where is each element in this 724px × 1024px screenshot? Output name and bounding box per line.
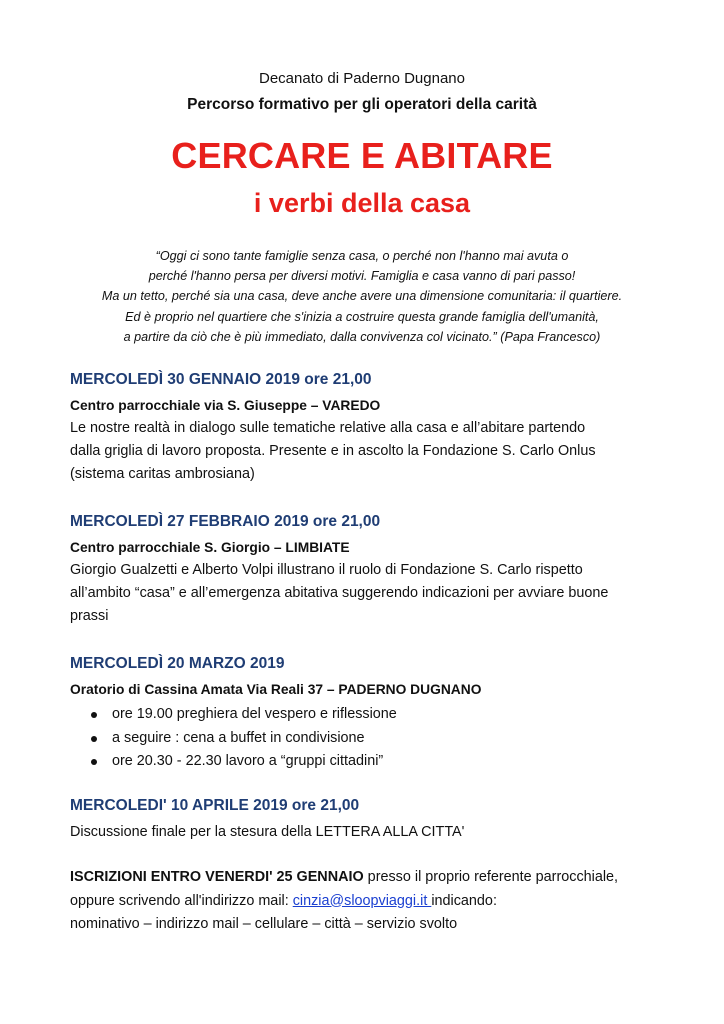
event-location: Centro parrocchiale via S. Giuseppe – VAREDO xyxy=(70,398,381,413)
registration-text: indicando: xyxy=(431,892,497,909)
event-section xyxy=(70,653,670,774)
bullet-icon xyxy=(91,712,97,718)
event-location: Centro parrocchiale S. Giorgio – LIMBIATE xyxy=(70,540,350,555)
event-description xyxy=(70,821,670,844)
schedule-item-text: ore 19.00 preghiera del vespero e riflessione xyxy=(112,706,397,722)
main-title: CERCARE E ABITARE xyxy=(171,135,553,176)
description-line: (sistema caritas ambrosiana) xyxy=(70,466,255,482)
quote-line: “Oggi ci sono tante famiglie senza casa, o perché non l'hanno mai avuta o xyxy=(155,249,569,263)
event-date: MERCOLEDÌ 27 FEBBRAIO 2019 ore 21,00 xyxy=(70,513,381,530)
event-date: MERCOLEDÌ 20 MARZO 2019 xyxy=(70,655,285,672)
subtitle: i verbi della casa xyxy=(253,188,471,218)
registration-text: oppure scrivendo all'indirizzo mail: xyxy=(70,892,293,909)
event-section xyxy=(70,795,670,844)
bullet-icon xyxy=(91,759,97,765)
event-date: MERCOLEDI' 10 APRILE 2019 ore 21,00 xyxy=(70,797,360,814)
email-link[interactable]: cinzia@sloopviaggi.it xyxy=(292,892,432,909)
event-date: MERCOLEDÌ 30 GENNAIO 2019 ore 21,00 xyxy=(70,371,372,388)
description-line: Discussione finale per la stesura della LETTERA ALLA CITTA' xyxy=(70,824,465,840)
quote-line: a partire da ciò che è più immediato, dalla convivenza col vicinato.” (Papa Francesco) xyxy=(123,329,601,344)
description-line: all’ambito “casa” e all’emergenza abitativa suggerendo indicazioni per avviare buone xyxy=(70,585,609,601)
registration-line xyxy=(70,890,670,914)
event-description xyxy=(70,417,670,486)
description-line: dalla griglia di lavoro proposta. Presente e in ascolto la Fondazione S. Carlo Onlus xyxy=(70,443,596,459)
event-section xyxy=(70,369,670,486)
event-location: Oratorio di Cassina Amata Via Reali 37 – PADERNO DUGNANO xyxy=(70,682,482,697)
schedule-item xyxy=(70,703,670,727)
event-section xyxy=(70,511,670,628)
quote-line: perché l'hanno persa per diversi motivi. Famiglia e casa vanno di pari passo! xyxy=(148,269,576,284)
registration-deadline: ISCRIZIONI ENTRO VENERDI' 25 GENNAIO xyxy=(70,869,364,885)
event-description xyxy=(70,559,670,628)
description-line: Giorgio Gualzetti e Alberto Volpi illustrano il ruolo di Fondazione S. Carlo rispetto xyxy=(70,562,583,578)
deanery-name: Decanato di Paderno Dugnano xyxy=(259,70,465,87)
schedule-list xyxy=(70,703,670,774)
quote-line: Ma un tetto, perché sia una casa, deve anche avere una dimensione comunitaria: il quartiere. xyxy=(101,289,623,304)
description-line: Le nostre realtà in dialogo sulle tematiche relative alla casa e all’abitare partendo xyxy=(70,420,586,436)
schedule-item xyxy=(70,750,670,774)
schedule-item-text: a seguire : cena a buffet in condivisione xyxy=(112,729,365,746)
registration-text: presso il proprio referente parrocchiale, xyxy=(363,869,619,885)
quote-line: Ed è proprio nel quartiere che s'inizia a costruire questa grande famiglia dell'umanità, xyxy=(125,309,599,324)
bullet-icon xyxy=(91,736,97,742)
registration-line xyxy=(70,866,670,890)
registration-info xyxy=(70,866,670,937)
registration-line: nominativo – indirizzo mail – cellulare – città – servizio svolto xyxy=(70,916,458,932)
course-title: Percorso formativo per gli operatori della carità xyxy=(187,96,537,113)
schedule-item-text: ore 20.30 - 22.30 lavoro a “gruppi cittadini” xyxy=(112,753,384,769)
pope-quote xyxy=(40,246,684,347)
schedule-item xyxy=(70,727,670,751)
description-line: prassi xyxy=(70,608,109,624)
